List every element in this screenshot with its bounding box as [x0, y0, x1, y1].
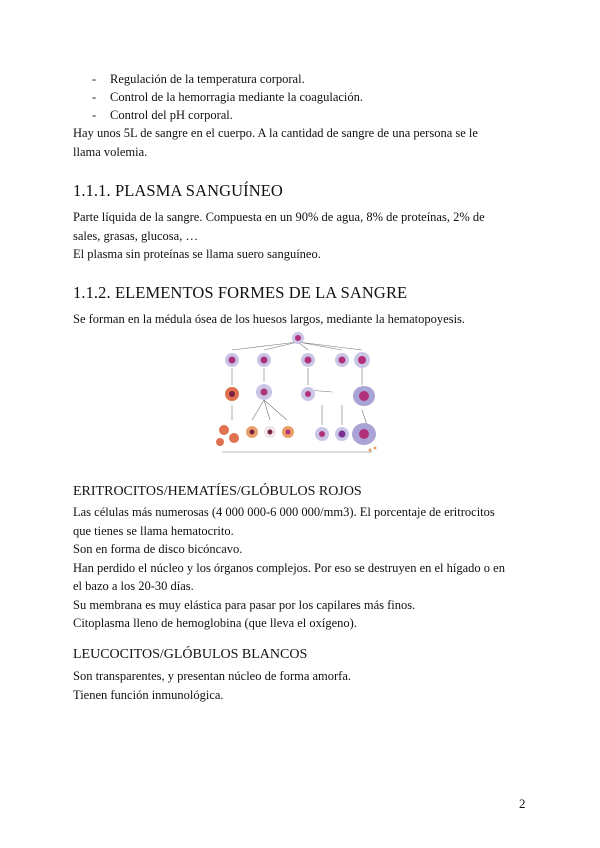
intro-paragraph: Hay unos 5L de sangre en el cuerpo. A la cantidad de sangre de una persona se le llama volemia.	[73, 126, 478, 159]
hematopoiesis-figure	[212, 330, 384, 460]
list-item: - Regulación de la temperatura corporal.	[92, 72, 305, 86]
leucocitos-paragraph: Son transparentes, y presentan núcleo de forma amorfa. Tienen función inmunológica.	[73, 669, 352, 702]
bullet-dash: -	[92, 108, 97, 122]
list-item: - Control de la hemorragia mediante la coagulación.	[92, 90, 364, 104]
stem-cell-nucleus	[295, 335, 301, 341]
eritrocitos-heading: ERITROCITOS/HEMATÍES/GLÓBULOS ROJOS	[73, 484, 362, 499]
eritrocitos-paragraph: Las células más numerosas (4 000 000-6 000 000/mm3). El porcentaje de eritrocitos que tienes se llama hematocrito. Son en forma de disco bicóncavo. Han perdido el núcleo y los órganos complejos. Por eso se destruyen en el hígado o en el bazo a los 20-30 días. Su membrana es muy elástica para pasar por los capilares más finos. Citoplasma lleno de hemoglobina (que lleva el oxígeno).	[73, 505, 505, 630]
page-number: 2	[519, 796, 526, 811]
plasma-paragraph: Parte líquida de la sangre. Compuesta en un 90% de agua, 8% de proteínas, 2% de sales, grasas, glucosa, … El plasma sin proteínas se llama suero sanguíneo.	[73, 210, 485, 261]
elementos-paragraph: Se forman en la médula ósea de los huesos largos, mediante la hematopoyesis.	[73, 312, 466, 326]
bullet-dash: -	[92, 72, 97, 86]
bullet-dash: -	[92, 90, 97, 104]
function-list	[92, 70, 363, 124]
elementos-heading: 1.1.2. ELEMENTOS FORMES DE LA SANGRE	[73, 283, 408, 302]
leucocitos-heading: LEUCOCITOS/GLÓBULOS BLANCOS	[73, 647, 308, 662]
plasma-heading: 1.1.1. PLASMA SANGUÍNEO	[73, 181, 283, 200]
list-item: - Control del pH corporal.	[92, 108, 233, 122]
